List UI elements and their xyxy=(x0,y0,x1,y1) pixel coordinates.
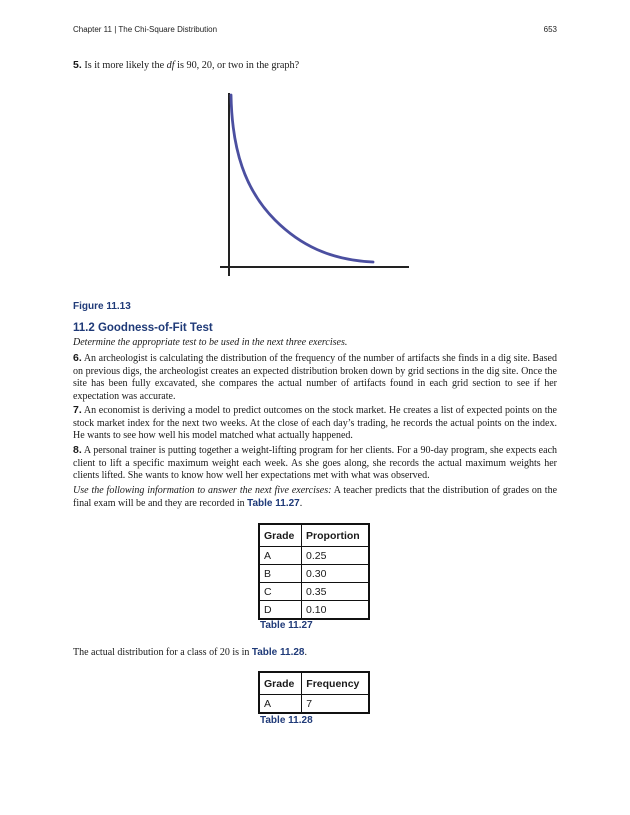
section-instruction: Determine the appropriate test to be used in the next three exercises. xyxy=(73,337,348,348)
cell: 0.25 xyxy=(302,547,369,565)
exercise-text: An archeologist is calculating the distribution of the frequency of the number of artifacts she finds in a dig site. Based on previous digs, the archeologist creates an expected distribution broken down by grid sections in the dig site. Once the site has been fully excavated, she compares the actual number of artifacts found in each grid section to see if her expectation was accurate. xyxy=(73,353,557,402)
intro-text: A teacher predicts that the distribution of grades on the final exam will be and they are recorded in xyxy=(73,485,558,509)
cell: B xyxy=(259,565,302,583)
exercise-text: is 90, 20, or two in the graph? xyxy=(174,60,300,71)
chapter-title: Chapter 11 | The Chi-Square Distribution xyxy=(73,25,218,34)
exercise-number: 7. xyxy=(73,404,82,416)
figure-caption: Figure 11.13 xyxy=(73,301,131,312)
header-proportion: Proportion xyxy=(302,524,369,547)
table-row xyxy=(259,601,369,620)
table-row xyxy=(259,547,369,565)
grade-frequency-table xyxy=(258,671,370,714)
page-number: 653 xyxy=(543,25,557,34)
df-italic: df xyxy=(166,60,175,71)
table-row xyxy=(259,583,369,601)
exercise-7 xyxy=(73,404,557,443)
header-grade: Grade xyxy=(259,672,302,695)
exercise-text: An economist is deriving a model to predict outcomes on the stock market. He creates a list of expected points on the stock market index for the next two weeks. At the close of each day’s trading, he records the actual points on the index. He wants to see how well his model matched what actually happened. xyxy=(73,405,557,442)
cell: 0.10 xyxy=(302,601,369,620)
cell: D xyxy=(259,601,302,620)
table-row xyxy=(259,695,369,714)
cell: A xyxy=(259,695,302,714)
intro-italic: Use the following information to answer the next five exercises: xyxy=(73,485,332,496)
cell: 0.30 xyxy=(302,565,369,583)
exercise-number: 8. xyxy=(73,444,82,456)
intro-paragraph xyxy=(73,485,557,510)
exercise-number: 5. xyxy=(73,59,82,71)
exercise-text: A personal trainer is putting together a weight-lifting program for her clients. For a 90-day program, she expects each client to lift a specific maximum weight each week. As she goes along, she records the actual maximum weights her clients lifted. She wants to know how well her expectations met with what was observed. xyxy=(73,445,558,482)
exercise-8 xyxy=(73,444,557,483)
table-header-row xyxy=(259,524,369,547)
chi-square-figure xyxy=(0,0,630,300)
header-frequency: Frequency xyxy=(302,672,369,695)
density-curve xyxy=(231,95,373,262)
exercise-number: 6. xyxy=(73,352,82,364)
table-11-28-link[interactable]: Table 11.28 xyxy=(251,647,305,658)
table-row xyxy=(259,565,369,583)
table-11-27-link[interactable]: Table 11.27 xyxy=(247,497,300,509)
period: . xyxy=(304,647,307,658)
table-11-27-caption: Table 11.27 xyxy=(260,620,313,631)
actual-paragraph xyxy=(73,647,557,660)
exercise-text: Is it more likely the xyxy=(84,60,167,71)
cell: A xyxy=(259,547,302,565)
cell: 0.35 xyxy=(302,583,369,601)
actual-text: The actual distribution for a class of 20 is in xyxy=(73,647,252,658)
section-title: 11.2 Goodness-of-Fit Test xyxy=(73,322,213,334)
header-grade: Grade xyxy=(259,524,302,547)
cell: C xyxy=(259,583,302,601)
period: . xyxy=(299,497,303,509)
cell: 7 xyxy=(302,695,369,714)
grade-proportion-table xyxy=(258,523,370,620)
table-header-row xyxy=(259,672,369,695)
exercise-6 xyxy=(73,352,557,403)
table-11-28-caption: Table 11.28 xyxy=(260,715,313,726)
